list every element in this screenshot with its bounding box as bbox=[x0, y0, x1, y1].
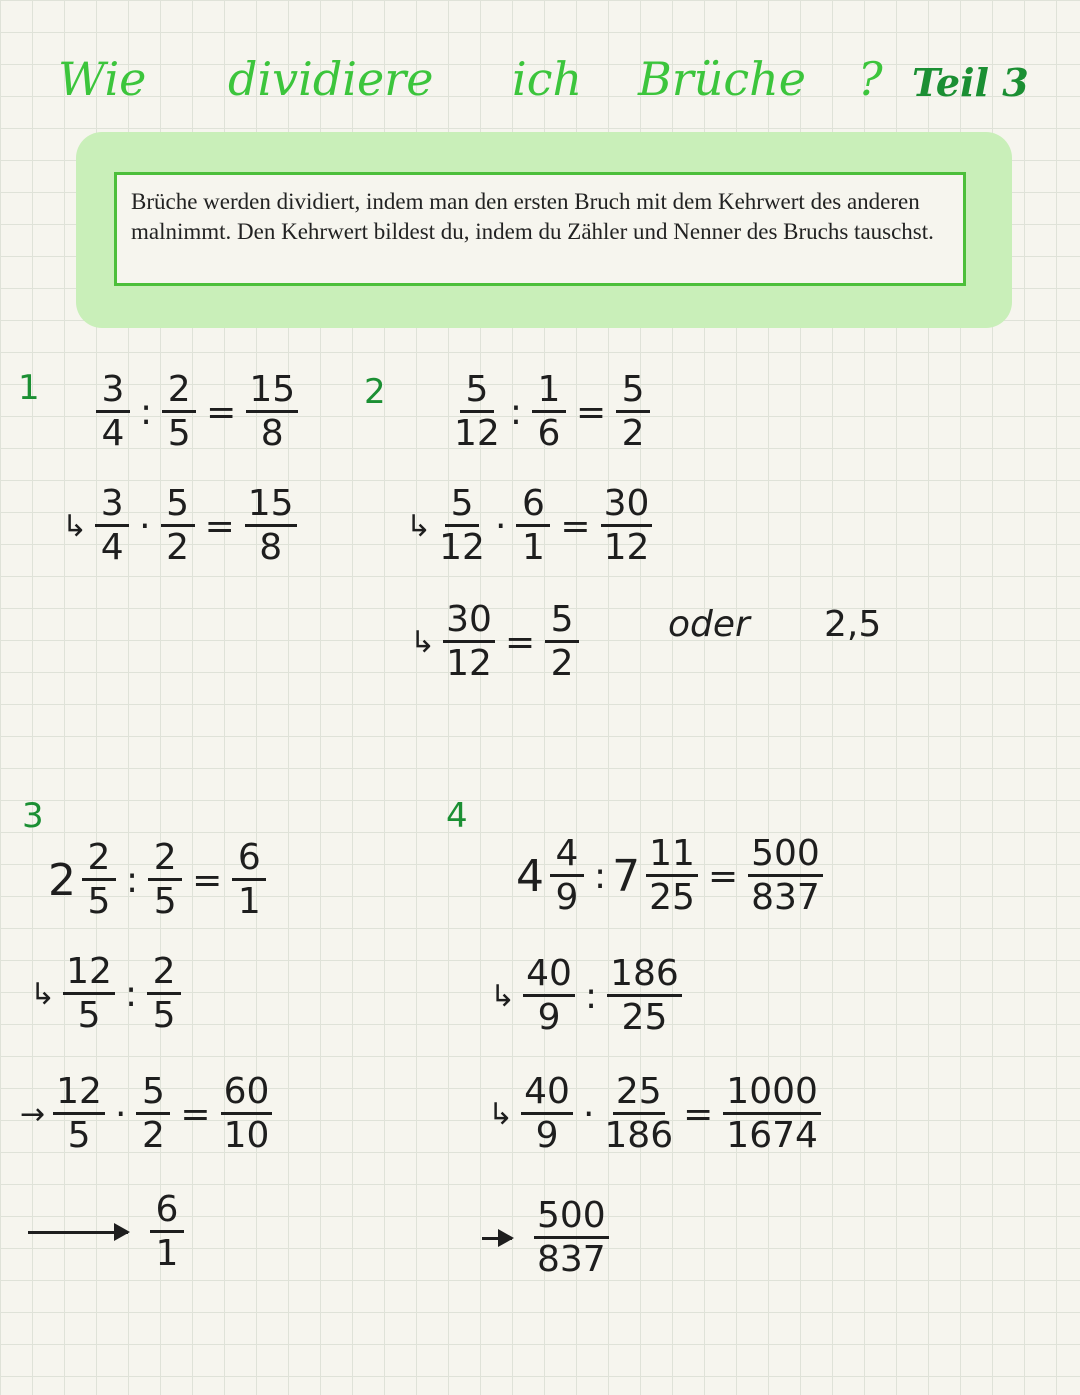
example-1-problem: $\frac{3}{4}$ : $\frac{2}{5}$ = $\frac{15}{8}$ bbox=[92, 372, 302, 452]
result-fraction: $\frac{5}{2}$ bbox=[616, 372, 650, 452]
mixed-number: 4 $\frac{4}{9}$ bbox=[516, 836, 588, 916]
fraction: $\frac{2}{5}$ bbox=[162, 372, 196, 452]
example-number-2: 2 bbox=[364, 372, 386, 412]
fraction: $\frac{3}{4}$ bbox=[96, 372, 130, 452]
example-4-problem: 4 $\frac{4}{9}$ : 7 $\frac{11}{25}$ = $\frac{500}{837}$ bbox=[516, 836, 827, 916]
example-4-final bbox=[482, 1195, 613, 1280]
mixed-number: 2 $\frac{2}{5}$ bbox=[48, 840, 120, 920]
example-4-step-2: ↳ $\frac{40}{9}$ · $\frac{25}{186}$ = $\frac{1000}{1674}$ bbox=[488, 1074, 825, 1154]
example-3-step-2: → $\frac{12}{5}$ · $\frac{5}{2}$ = $\frac{60}{10}$ bbox=[20, 1074, 276, 1154]
result-fraction: $\frac{500}{837}$ bbox=[748, 836, 823, 916]
example-3-step-1: ↳ $\frac{12}{5}$ : $\frac{2}{5}$ bbox=[30, 954, 185, 1034]
result-fraction: $\frac{500}{837}$ bbox=[534, 1198, 609, 1278]
arrow-icon bbox=[28, 1231, 128, 1234]
example-3-final bbox=[28, 1189, 188, 1274]
arrow-icon bbox=[482, 1237, 512, 1240]
title-word: dividiere bbox=[228, 52, 434, 106]
example-2-problem: $\frac{5}{12}$ : $\frac{1}{6}$ = $\frac{5}{2}$ bbox=[450, 372, 654, 452]
example-1-step-1: ↳ $\frac{3}{4}$ · $\frac{5}{2}$ = $\frac{15}{8}$ bbox=[62, 486, 301, 566]
rule-text: Brüche werden dividiert, indem man den ersten Bruch mit dem Kehrwert des anderen malnimmt. Den Kehrwert bildest du, indem du Zähler und Nenner des Bruchs tauschst. bbox=[131, 189, 934, 244]
title-word: ich bbox=[512, 52, 583, 106]
example-2-step-1: ↳ $\frac{5}{12}$ · $\frac{6}{1}$ = $\frac{30}{12}$ bbox=[406, 486, 656, 566]
example-2-step-2: ↳ $\frac{30}{12}$ = $\frac{5}{2}$ bbox=[410, 602, 583, 682]
alternative-word: oder bbox=[668, 604, 750, 645]
page-title bbox=[0, 52, 1080, 112]
example-3-problem: 2 $\frac{2}{5}$ : $\frac{2}{5}$ = $\frac{6}{1}$ bbox=[48, 840, 270, 920]
result-fraction: $\frac{5}{2}$ bbox=[545, 602, 579, 682]
result-fraction: $\frac{6}{1}$ bbox=[232, 840, 266, 920]
title-word: Brüche bbox=[638, 52, 807, 106]
title-question-mark: ? bbox=[858, 52, 883, 106]
result-fraction: $\frac{15}{8}$ bbox=[245, 486, 297, 566]
alternative-decimal: 2,5 bbox=[824, 604, 882, 645]
result-fraction: $\frac{6}{1}$ bbox=[150, 1192, 184, 1272]
title-part: Teil 3 bbox=[912, 60, 1029, 105]
result-fraction: $\frac{1000}{1674}$ bbox=[723, 1074, 821, 1154]
result-fraction: $\frac{15}{8}$ bbox=[246, 372, 298, 452]
example-4-step-1: ↳ $\frac{40}{9}$ : $\frac{186}{25}$ bbox=[490, 956, 686, 1036]
example-number-4: 4 bbox=[446, 796, 468, 836]
rule-box bbox=[114, 172, 966, 286]
mixed-number: 7 $\frac{11}{25}$ bbox=[612, 836, 702, 916]
title-word: Wie bbox=[58, 52, 147, 106]
example-number-1: 1 bbox=[18, 368, 40, 408]
result-fraction: $\frac{60}{10}$ bbox=[221, 1074, 273, 1154]
example-number-3: 3 bbox=[22, 796, 44, 836]
result-fraction: $\frac{30}{12}$ bbox=[601, 486, 653, 566]
